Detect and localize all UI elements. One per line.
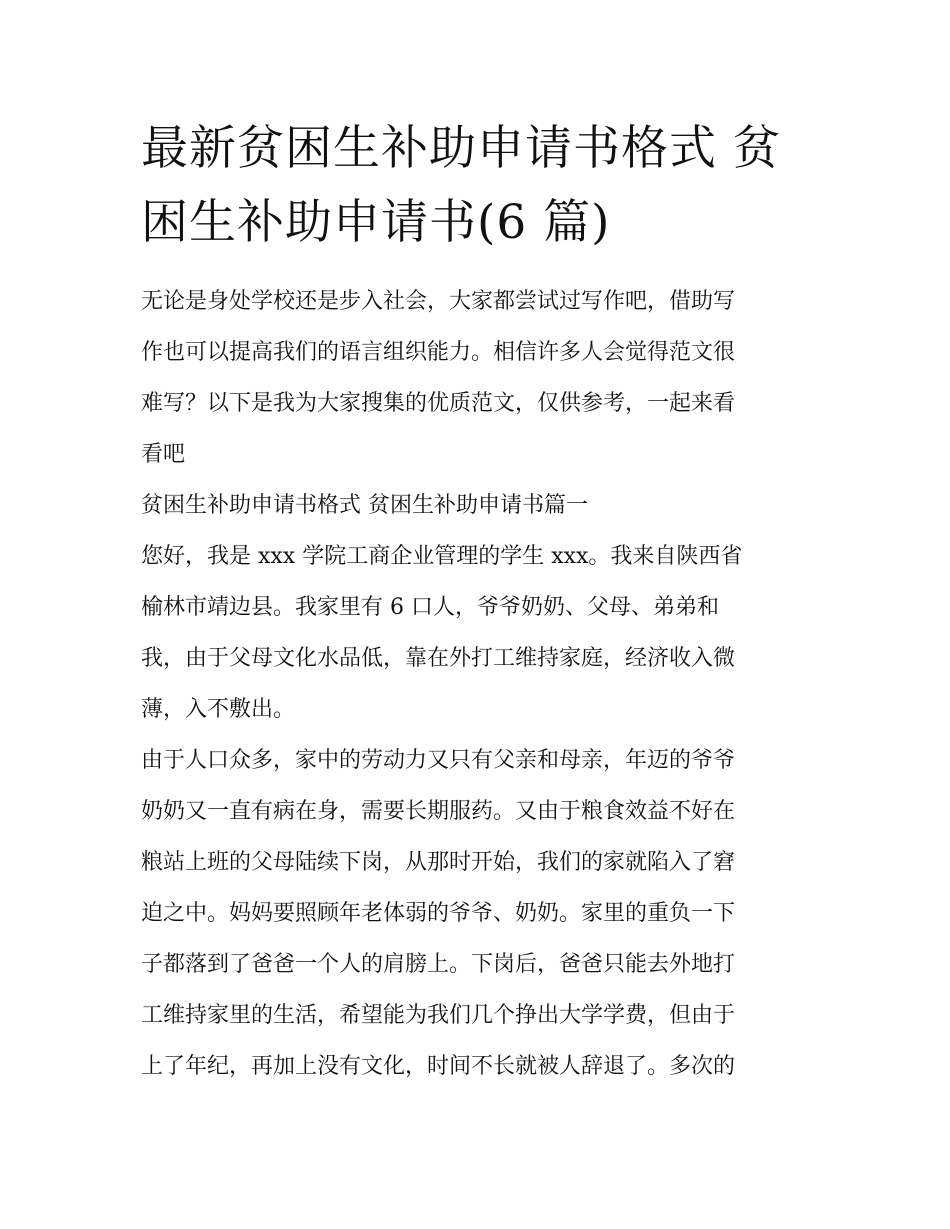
para2-line: 子都落到了爸爸一个人的肩膀上。下岗后，爸爸只能去外地打 bbox=[141, 952, 736, 977]
para2-line: 上了年纪，再加上没有文化，时间不长就被人辞退了。多次的 bbox=[141, 1054, 736, 1079]
document-body bbox=[141, 112, 813, 1092]
para1-line: 您好，我是 xxx 学院工商企业管理的学生 xxx。我来自陕西省 bbox=[141, 544, 743, 569]
para2-line: 粮站上班的父母陆续下岗，从那时开始，我们的家就陷入了窘 bbox=[141, 850, 736, 875]
body-paragraph-1 bbox=[141, 531, 813, 735]
section-heading-text: 贫困生补助申请书格式 贫困生补助申请书篇一 bbox=[141, 493, 588, 518]
title-line-1: 最新贫困生补助申请书格式 贫 bbox=[141, 121, 781, 176]
para2-line: 由于人口众多，家中的劳动力又只有父亲和母亲，年迈的爷爷 bbox=[141, 748, 736, 773]
document-title bbox=[141, 112, 813, 260]
intro-line: 难写？以下是我为大家搜集的优质范文，仅供参考，一起来看 bbox=[141, 391, 736, 416]
para1-line: 薄，入不敷出。 bbox=[141, 697, 296, 722]
body-paragraph-2 bbox=[141, 735, 813, 1092]
title-line-2: 困生补助申请书(6 篇) bbox=[141, 195, 611, 250]
intro-paragraph bbox=[141, 276, 813, 480]
para2-line: 迫之中。妈妈要照顾年老体弱的爷爷、奶奶。家里的重负一下 bbox=[141, 901, 736, 926]
section-heading bbox=[141, 480, 813, 531]
intro-line: 看吧 bbox=[141, 442, 186, 467]
para1-line: 我，由于父母文化水品低，靠在外打工维持家庭，经济收入微 bbox=[141, 646, 736, 671]
para1-line: 榆林市靖边县。我家里有 6 口人，爷爷奶奶、父母、弟弟和 bbox=[141, 595, 719, 620]
intro-line: 作也可以提高我们的语言组织能力。相信许多人会觉得范文很 bbox=[141, 340, 736, 365]
para2-line: 奶奶又一直有病在身，需要长期服药。又由于粮食效益不好在 bbox=[141, 799, 736, 824]
intro-line: 无论是身处学校还是步入社会，大家都尝试过写作吧，借助写 bbox=[141, 289, 736, 314]
para2-line: 工维持家里的生活，希望能为我们几个挣出大学学费，但由于 bbox=[141, 1003, 736, 1028]
